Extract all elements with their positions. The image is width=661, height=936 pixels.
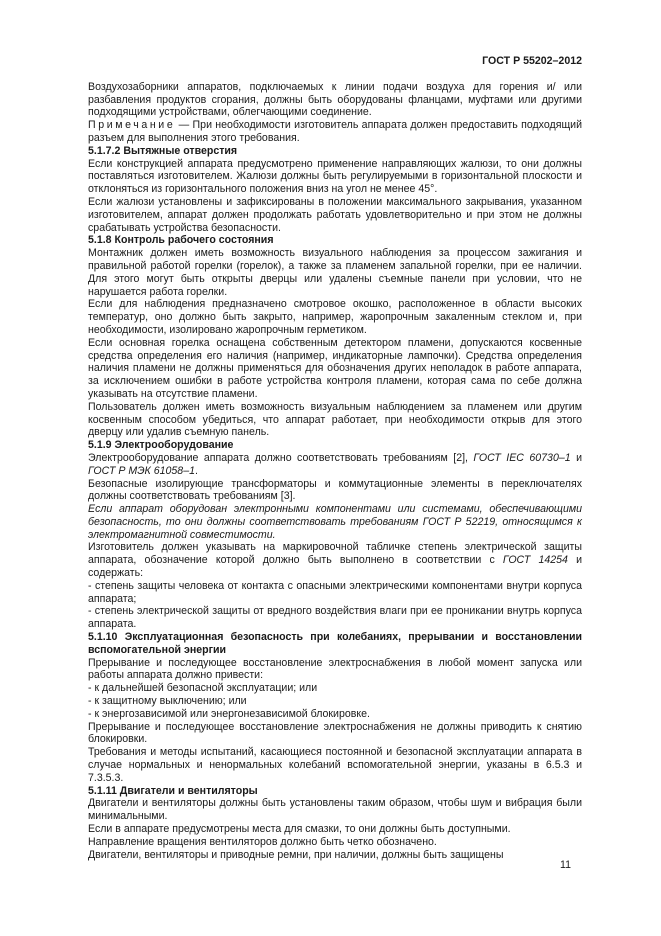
paragraph xyxy=(88,541,582,579)
paragraph: Безопасные изолирующие трансформаторы и коммутационные элементы в переключателях должны соответствовать требованиям [3]. xyxy=(88,477,582,503)
section-heading: 5.1.11 Двигатели и вентиляторы xyxy=(88,784,258,797)
list-item: - степень защиты человека от контакта с опасными электрическими компонентами внутри корпуса аппарата; xyxy=(88,579,582,605)
section-heading: 5.1.9 Электрооборудование xyxy=(88,439,234,452)
paragraph: Если для наблюдения предназначено смотровое окошко, расположенное в области высоких температур, оно должно быть закрыто, например, жаропрочным закаленным стеклом и, при необходимости, изолировано жаропрочным герметиком. xyxy=(88,298,582,336)
page-number: 11 xyxy=(560,859,571,871)
paragraph: Пользователь должен иметь возможность визуальным наблюдением за пламенем или другим косвенным способом убедиться, что аппарат работает, при необходимости открыв для этого дверцу или удалив съемную панель. xyxy=(88,400,582,439)
list-item: - степень электрической защиты от вредного воздействия влаги при ее проникании внутрь корпуса аппарата. xyxy=(88,605,582,631)
paragraph: Направление вращения вентиляторов должно быть четко обозначено. xyxy=(88,835,437,848)
document-page xyxy=(88,55,582,861)
paragraph: Если основная горелка оснащена собственным детектором пламени, допускаются косвенные средства определения его наличия (например, индикаторные лампочки). Средства определения наличия пламени не должны применяться для обозначения других неполадок в работе аппарата, за исключением ошибки в работе устройства контроля пламени, которая сама по себе должна указывать на отсутствие пламени. xyxy=(88,336,582,400)
note-label: Примечание xyxy=(88,119,176,132)
paragraph-text: Воздухозаборники аппаратов, подключаемых к линии подачи воздуха для горения и/ или разбавления продуктов сгорания, должны быть оборудованы фланцами, муфтами или другими подходящими устройствами, облегчающими соединение. xyxy=(88,80,582,119)
section-heading: 5.1.8 Контроль рабочего состояния xyxy=(88,234,274,247)
standard-reference: ГОСТ 14254 xyxy=(502,554,568,567)
text-run: и содержать: xyxy=(88,554,582,580)
paragraph xyxy=(88,452,582,478)
standard-reference: ГОСТ Р МЭК 61058–1 xyxy=(88,464,195,477)
paragraph: Монтажник должен иметь возможность визуального наблюдения за процессом зажигания и правильной работой горелки (горелок), а также за пламенем запальной горелки, при ее наличии. Для этого могут быть открыты дверцы или удалены съемные панели при условии, что не нарушается работа горелки. xyxy=(88,247,582,298)
text-run: . xyxy=(194,464,198,477)
text-run: Изготовитель должен указывать на маркировочной табличке степень электрической защиты аппарата, обозначение которой должно быть выполнено в соответствии с xyxy=(88,541,582,567)
paragraph: Если жалюзи установлены и зафиксированы в положении максимального закрывания, указанном изготовителем, аппарат должен продолжать работать удовлетворительно и при этом не должны срабатывать устройства безопасности. xyxy=(88,195,582,234)
note xyxy=(88,119,582,145)
section-heading: 5.1.7.2 Вытяжные отверстия xyxy=(88,144,238,157)
list-item: - к дальнейшей безопасной эксплуатации; или xyxy=(88,682,318,695)
paragraph: Двигатели и вентиляторы должны быть установлены таким образом, чтобы шум и вибрация были минимальными. xyxy=(88,797,582,823)
paragraph: Прерывание и последующее восстановление электроснабжения в любой момент запуска или работы аппарата должно привести: xyxy=(88,656,582,682)
paragraph-italic: Если аппарат оборудован электронными компонентами или системами, обеспечивающими безопасность, то они должны соответствовать требованиям ГОСТ Р 52219, относящимся к электромагнитной совместимости. xyxy=(88,503,582,541)
text-run: и xyxy=(570,451,582,464)
paragraph xyxy=(88,81,582,119)
standard-header: ГОСТ Р 55202–2012 xyxy=(482,55,582,67)
paragraph: Если конструкцией аппарата предусмотрено применение направляющих жалюзи, то они должны поставляться изготовителем. Жалюзи должны быть регулируемыми в горизонтальной плоскости и отклоняться из горизонтального положения вниз на угол не менее 45°. xyxy=(88,157,582,196)
paragraph: Если в аппарате предусмотрены места для смазки, то они должны быть доступными. xyxy=(88,823,511,836)
text-run: Электрооборудование аппарата должно соответствовать требованиям [2], xyxy=(88,451,474,464)
list-item: - к защитному выключению; или xyxy=(88,695,247,708)
section-heading: 5.1.10 Эксплуатационная безопасность при колебаниях, прерывании и восстановлении вспомогательной энергии xyxy=(88,631,582,656)
note-text: — При необходимости изготовитель аппарата должен предоставить подходящий разъем для выполнения этого требования. xyxy=(88,119,582,144)
standard-reference: ГОСТ IEC 60730–1 xyxy=(473,451,571,464)
list-item: - к энергозависимой или энергонезависимой блокировке. xyxy=(88,707,370,720)
paragraph: Требования и методы испытаний, касающиеся постоянной и безопасной эксплуатации аппарата в случае нормальных и ненормальных колебаний вспомогательной энергии, указаны в 6.5.3 и 7.3.5.3. xyxy=(88,746,582,784)
paragraph: Прерывание и последующее восстановление электроснабжения не должны приводить к снятию блокировки. xyxy=(88,720,582,746)
paragraph: Двигатели, вентиляторы и приводные ремни, при наличии, должны быть защищены xyxy=(88,848,504,861)
